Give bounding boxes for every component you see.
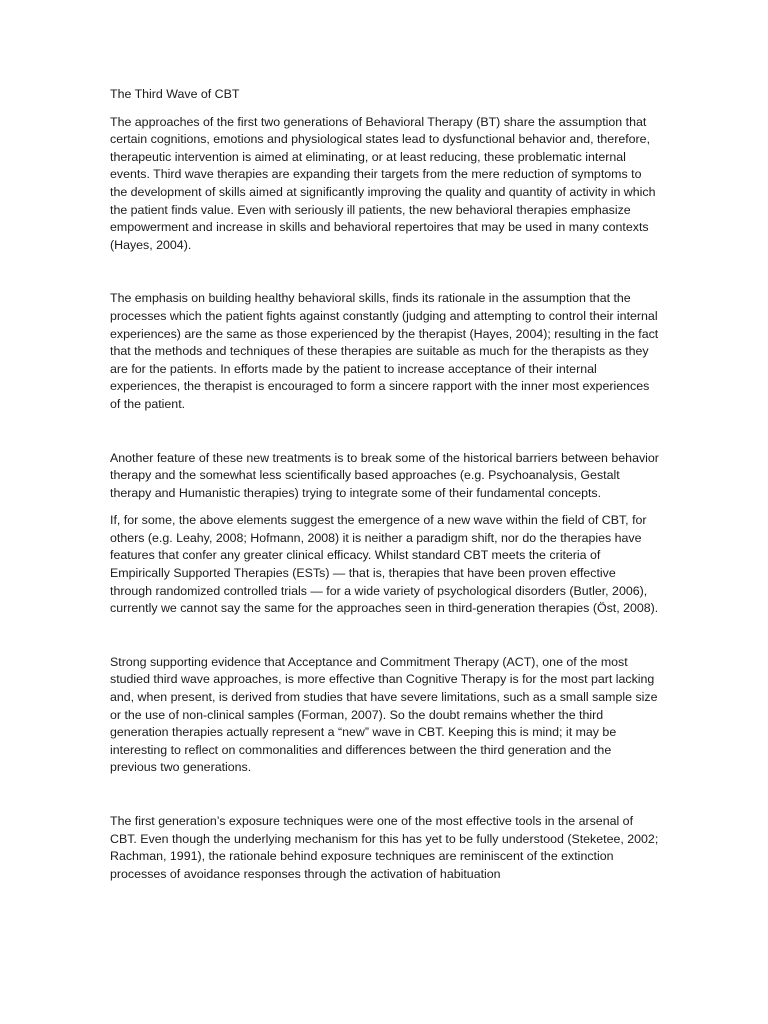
document-title: The Third Wave of CBT [110,87,240,101]
document-body [110,86,660,893]
paragraph-5: Strong supporting evidence that Acceptance and Commitment Therapy (ACT), one of the most studied third wave approaches, is more effective than Cognitive Therapy is for the most part lacking and, when present, is derived from studies that have severe limitations, such as a small sample size or the use of non-clinical samples (Forman, 2007). So the doubt remains whether the third generation therapies actually represent a “new” wave in CBT. Keeping this is mind; it may be interesting to reflect on commonalities and differences between the third generation and the previous two generations. [110,654,658,775]
paragraph-6: The first generation’s exposure techniques were one of the most effective tools in the arsenal of CBT. Even though the underlying mechanism for this has yet to be fully understood (Steketee, 2002; Rachman, 1991), the rationale behind exposure techniques are reminiscent of the extinction processes of avoidance responses through the activation of habituation [110,814,659,881]
paragraph-1: The approaches of the first two generations of Behavioral Therapy (BT) share the assumption that certain cognitions, emotions and physiological states lead to dysfunctional behavior and, therefore, therapeutic intervention is aimed at eliminating, or at least reducing, these problematic internal events. Third wave therapies are expanding their targets from the mere reduction of symptoms to the development of skills aimed at significantly improving the quality and quantity of activity in which the patient finds value. Even with seriously ill patients, the new behavioral therapies emphasize empowerment and increase in skills and behavioral repertoires that may be used in many contexts (Hayes, 2004). [110,114,656,252]
paragraph-4: If, for some, the above elements suggest the emergence of a new wave within the field of CBT, for others (e.g. Leahy, 2008; Hofmann, 2008) it is neither a paradigm shift, nor do the therapies have features that confer any greater clinical efficacy. Whilst standard CBT meets the criteria of Empirically Supported Therapies (ESTs) — that is, therapies that have been proven effective through randomized controlled trials — for a wide variety of psychological disorders (Butler, 2006), currently we cannot say the same for the approaches seen in third-generation therapies (Öst, 2008). [110,513,659,616]
paragraph-2: The emphasis on building healthy behavioral skills, finds its rationale in the assumption that the processes which the patient fights against constantly (judging and attempting to control their internal experiences) are the same as those experienced by the therapist (Hayes, 2004); resulting in the fact that the methods and techniques of these therapies are suitable as much for the therapists as they are for the patients. In efforts made by the patient to increase acceptance of their internal experiences, the therapist is encouraged to form a sincere rapport with the inner most experiences of the patient. [110,291,659,411]
paragraph-3: Another feature of these new treatments is to break some of the historical barriers between behavior therapy and the somewhat less scientifically based approaches (e.g. Psychoanalysis, Gestalt therapy and Humanistic therapies) trying to integrate some of their fundamental concepts. [110,450,659,500]
